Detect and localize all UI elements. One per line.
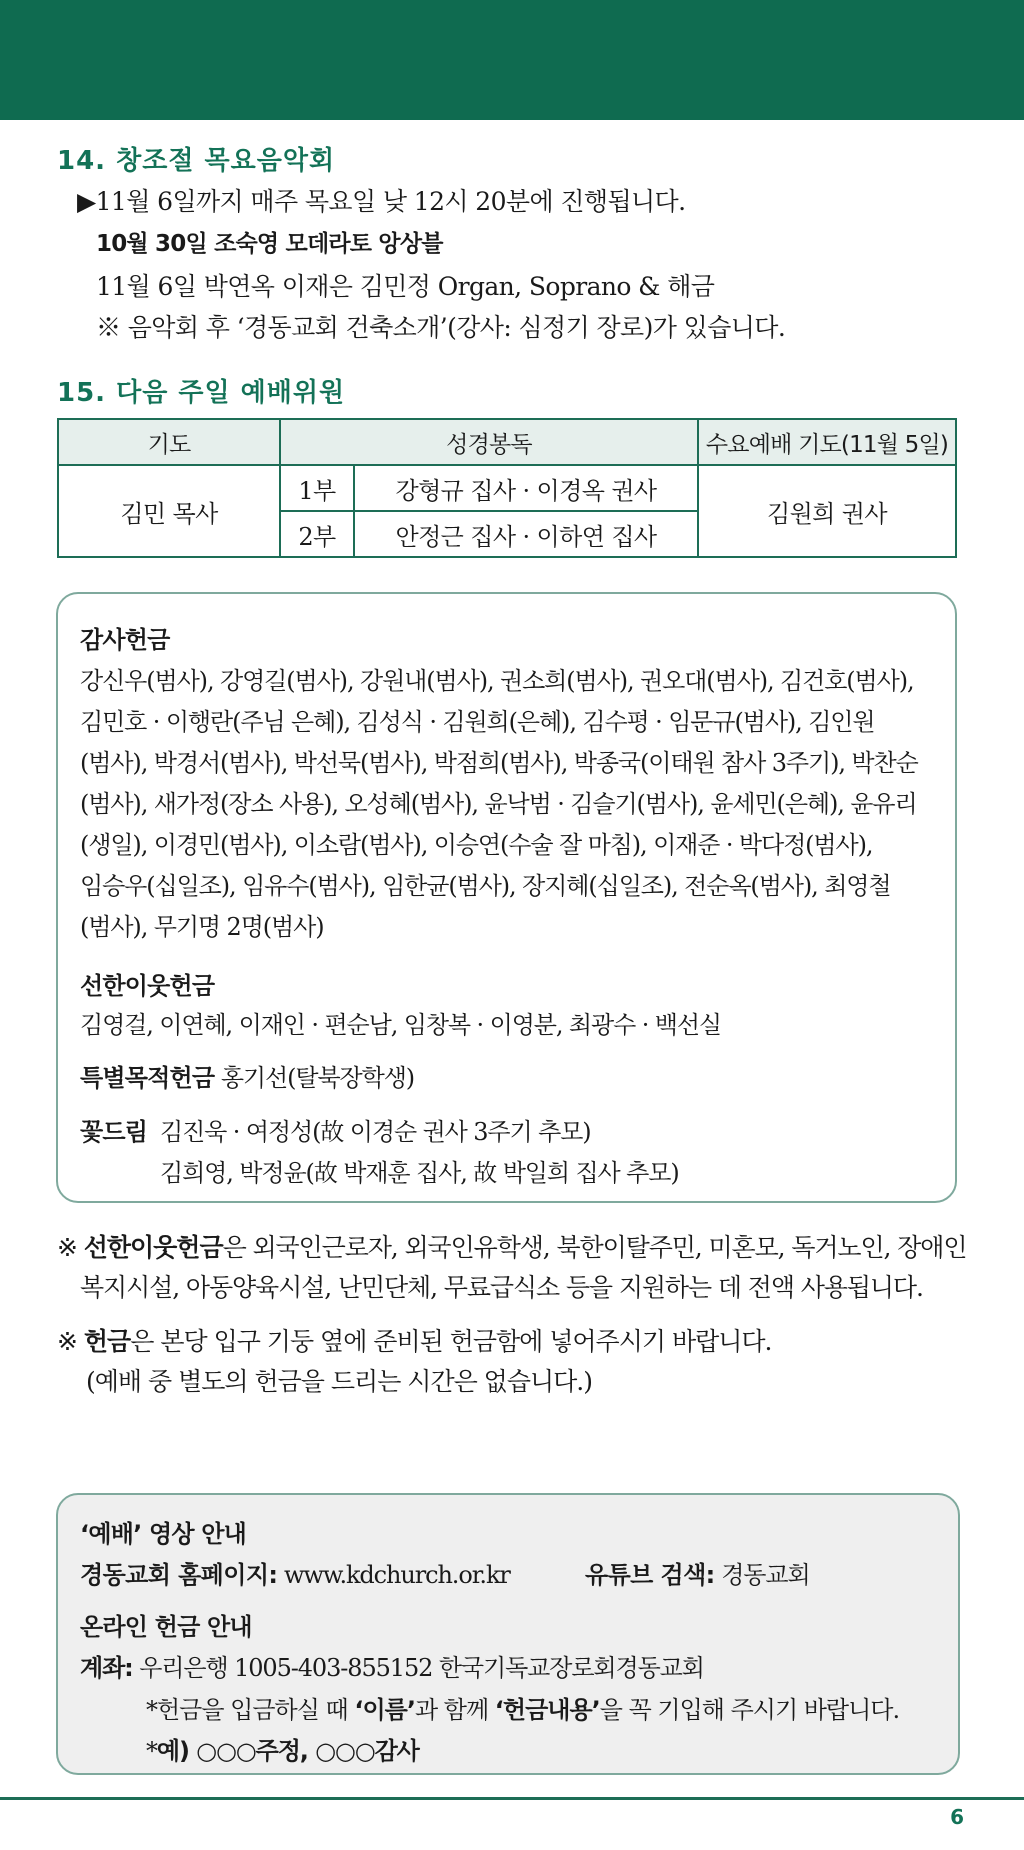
flower-line: 김희영, 박정윤(故 박재훈 집사, 故 박일희 집사 추모) [160,1159,679,1187]
thanks-line: 강신우(범사), 강영길(범사), 강원내(범사), 권소희(범사), 권오대(범사), 김건호(범사), [80,667,914,695]
note-offering-text: 은 본당 입구 기둥 옆에 준비된 헌금함에 넣어주시기 바랍니다. [130,1327,772,1356]
concert-row-1: 10월 30일 조숙영 모데라토 앙상블 [96,231,443,257]
page-number: 6 [950,1805,964,1829]
account-value: 우리은행 1005-403-855152 한국기독교장로회경동교회 [139,1654,704,1682]
youtube-line [585,1555,810,1590]
header-band [0,0,1024,120]
deposit-instruction [146,1690,899,1725]
note-offering [57,1322,772,1358]
thanks-line: 김민호 · 이행란(주님 은혜), 김성식 · 김원희(은혜), 김수평 · 임문규(범사), 김인원 [80,708,875,736]
example-text: 예) ○○○주정, ○○○감사 [156,1737,419,1765]
thanks-line: (범사), 새가정(장소 사용), 오성혜(범사), 윤낙범 · 김슬기(범사), 윤세민(은혜), 윤유리 [80,790,917,818]
thanks-line: (범사), 박경서(범사), 박선묵(범사), 박점희(범사), 박종국(이태원 참사 3주기), 박찬순 [80,749,918,777]
header-wednesday: 수요예배 기도(11월 5일) [698,419,956,465]
flower-line: 김진욱 · 여정성(故 이경순 권사 3주기 추모) [160,1118,591,1146]
concert-row-2: 11월 6일 박연옥 이재은 김민정 Organ, Soprano & 해금 [96,272,715,301]
concert-intro: ▶11월 6일까지 매주 목요일 낮 12시 20분에 진행됩니다. [77,187,686,216]
note-mark: ※ [57,1327,84,1356]
header-reading: 성경봉독 [280,419,698,465]
special-offering-value: 홍기선(탈북장학생) [220,1064,415,1092]
deposit-text: 을 꼭 기입해 주시기 바랍니다. [599,1696,900,1724]
reader-cell: 안정근 집사 · 이하연 집사 [354,511,698,557]
section-14-title: 14. 창조절 목요음악회 [57,146,336,176]
thanks-line: 임승우(십일조), 임유수(범사), 임한균(범사), 장지혜(십일조), 전순옥(범사), 최영철 [80,872,891,900]
prayer-cell: 김민 목사 [58,465,280,557]
deposit-content-bold: ‘헌금내용’ [494,1696,600,1724]
homepage-label: 경동교회 홈페이지: [80,1561,278,1589]
homepage-line [80,1555,510,1590]
deposit-text: 과 함께 [414,1696,495,1724]
note-neighbor-text: 은 외국인근로자, 외국인유학생, 북한이탈주민, 미혼모, 독거노인, 장애인 [222,1233,967,1262]
flower-title: 꽃드림 [80,1118,148,1146]
header-prayer: 기도 [58,419,280,465]
note-offering-line-2: (예배 중 별도의 헌금을 드리는 시간은 없습니다.) [86,1367,592,1396]
part-cell: 2부 [280,511,354,557]
account-line [80,1648,704,1683]
homepage-link[interactable]: www.kdchurch.or.kr [283,1561,510,1589]
table-row [58,465,956,511]
note-mark: ※ [57,1233,84,1262]
section-15-title: 15. 다음 주일 예배위원 [57,378,346,408]
table-header-row [58,419,956,465]
note-neighbor-line-2: 복지시설, 아동양육시설, 난민단체, 무료급식소 등을 지원하는 데 전액 사용됩니다. [80,1273,923,1302]
deposit-text: *헌금을 입금하실 때 [146,1696,355,1724]
youtube-value: 경동교회 [721,1561,810,1589]
wednesday-cell: 김원희 권사 [698,465,956,557]
video-guide-title: ‘예배’ 영상 안내 [80,1520,247,1548]
note-offering-bold: 헌금 [83,1327,131,1356]
note-neighbor-bold: 선한이웃헌금 [83,1233,223,1262]
part-cell: 1부 [280,465,354,511]
youtube-label: 유튜브 검색: [585,1561,715,1589]
reader-cell: 강형규 집사 · 이경옥 권사 [354,465,698,511]
online-offering-title: 온라인 헌금 안내 [80,1613,252,1641]
special-offering-title: 특별목적헌금 [80,1064,215,1092]
worship-committee-table [57,418,957,558]
footer-rule [0,1797,1024,1800]
deposit-name-bold: ‘이름’ [354,1696,415,1724]
special-offering [80,1058,414,1093]
note-neighbor [57,1228,966,1264]
example-mark: * [146,1737,157,1765]
thanks-line: (범사), 무기명 2명(범사) [80,913,324,941]
thanks-line: (생일), 이경민(범사), 이소람(범사), 이승연(수술 잘 마침), 이재준 · 박다정(범사), [80,831,873,859]
thanks-offering-title: 감사헌금 [80,626,170,654]
neighbor-offering-title: 선한이웃헌금 [80,972,215,1000]
account-label: 계좌: [80,1654,133,1682]
neighbor-offering-line: 김영걸, 이연혜, 이재인 · 편순남, 임창복 · 이영분, 최광수 · 백선실 [80,1011,722,1039]
concert-note: ※ 음악회 후 ‘경동교회 건축소개’(강사: 심정기 장로)가 있습니다. [96,313,786,342]
example-line [146,1731,419,1766]
